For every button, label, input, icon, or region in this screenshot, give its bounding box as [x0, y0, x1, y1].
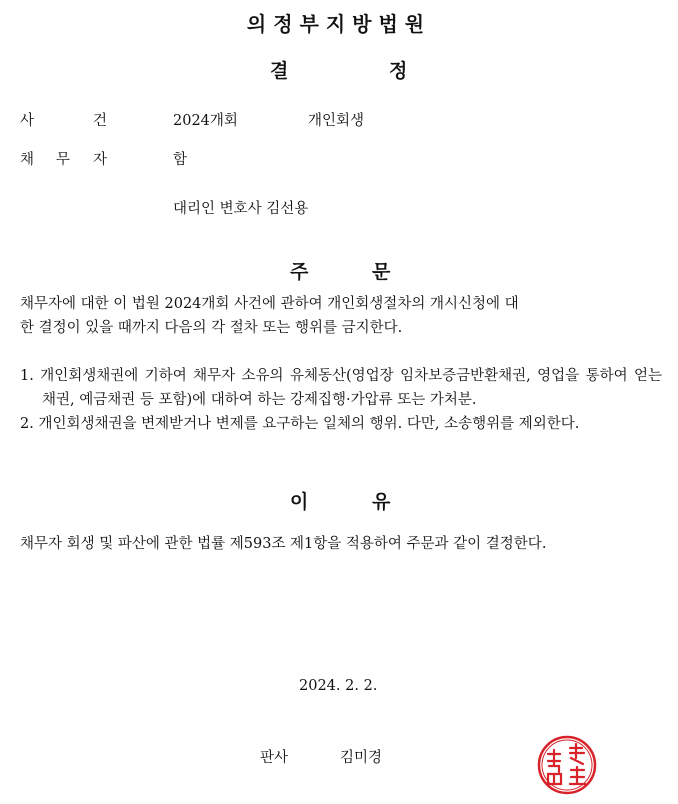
order-item-2: 2. 개인회생채권을 변제받거나 변제를 요구하는 일체의 행위. 다만, 소송행위를 제외한다.: [20, 416, 580, 432]
debtor-label-char: 채: [20, 152, 35, 168]
order-heading-char: 문: [372, 261, 391, 283]
case-label-char: 건: [93, 113, 108, 129]
reason-heading-char: 이: [290, 491, 309, 513]
judge-name: 김미경: [340, 750, 383, 766]
reason-text: 채무자 회생 및 파산에 관한 법률 제593조 제1항을 적용하여 주문과 같이 결정한다.: [20, 536, 547, 552]
decision-title-right: 정: [389, 60, 408, 82]
decision-date: 2024. 2. 2.: [299, 678, 378, 694]
reason-heading-char: 유: [372, 491, 391, 513]
case-number: 2024개회: [173, 113, 238, 129]
official-seal-icon: [536, 734, 598, 796]
decision-title-left: 결: [270, 60, 289, 82]
debtor-name: 함: [173, 152, 188, 168]
judge-title: 판사: [260, 750, 289, 766]
order-heading-char: 주: [290, 261, 309, 283]
order-item-1: 1. 개인회생채권에 기하여 채무자 소유의 유체동산(영업장 임차보증금반환채권, 영업을 통하여 얻는 채권, 예금채권 등 포함)에 대하여 하는 강제집행·가압류 또는 가처분.: [20, 368, 662, 408]
case-label-char: 사: [20, 113, 35, 129]
debtor-agent: 대리인 변호사 김선용: [173, 201, 309, 217]
order-intro-line-1: 채무자에 대한 이 법원 2024개회 사건에 관하여 개인회생절차의 개시신청에 대: [20, 296, 519, 312]
court-name: 의정부지방법원: [246, 12, 432, 36]
case-name: 개인회생: [308, 113, 365, 129]
debtor-label-char: 무: [56, 152, 71, 168]
debtor-label-char: 자: [93, 152, 108, 168]
order-intro-line-2: 한 결정이 있을 때까지 다음의 각 절차 또는 행위를 금지한다.: [20, 320, 403, 336]
